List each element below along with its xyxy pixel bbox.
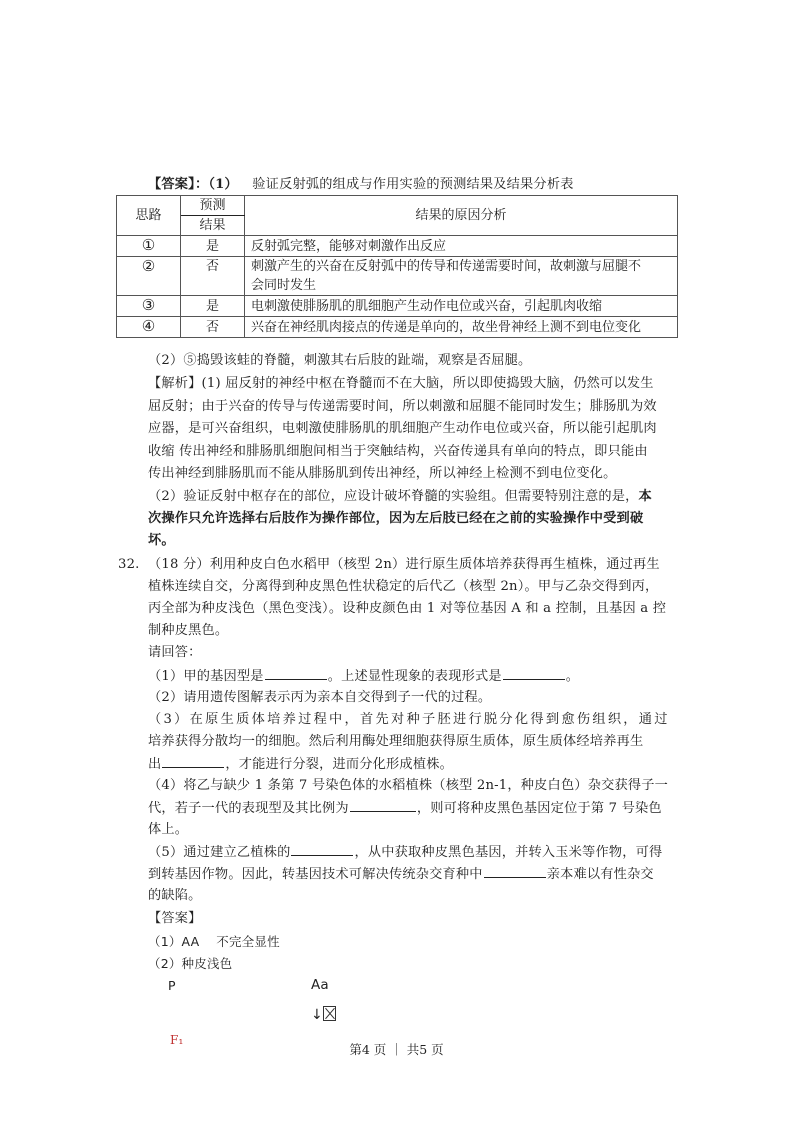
question-part2: （2）请用遗传图解表示丙为亲本自交得到子一代的过程。 [148, 690, 492, 705]
results-table [116, 195, 678, 338]
answer-blank[interactable] [291, 843, 353, 856]
q1-text-a: （1）甲的基因型是 [148, 669, 264, 684]
table-row [117, 236, 678, 257]
question-part1 [148, 667, 579, 686]
question-number: 32. [118, 557, 140, 572]
question-part4-line2 [148, 799, 662, 818]
answer-part2: （2）⑤捣毁该蛙的脊髓，刺激其右后肢的趾端，观察是否屈腿。 [148, 353, 532, 368]
table-row [117, 257, 678, 296]
q1-text-c: 。 [565, 669, 580, 684]
question-part5-line3: 的缺陷。 [148, 888, 202, 903]
question-part4-line1: （4）将乙与缺少 1 条第 7 号染色体的水稻植株（核型 2n-1，种皮白色）杂交获得子一 [148, 778, 669, 793]
row-reason: 电刺激使腓肠肌的肌细胞产生动作电位或兴奋，引起肌肉收缩 [245, 296, 678, 317]
q4-text-b: ，则可将种皮黑色基因定位于第 7 号染色 [416, 801, 662, 816]
question-stem-line: 丙全部为种皮浅色（黑色变浅）。设种皮颜色由 1 对等位基因 A 和 a 控制，且基因 a 控 [148, 601, 667, 616]
q4-text-a: 代，若子一代的表现型及其比例为 [148, 801, 349, 816]
answer-2: （2）种皮浅色 [148, 956, 233, 971]
answer-label: 【答案】：（1） [148, 177, 238, 192]
row-idea: ④ [141, 317, 156, 335]
q5-text-c: 到转基因作物。因此，转基因技术可解决传统杂交育种中 [148, 867, 483, 882]
analysis2-bold: 本 [638, 489, 652, 504]
diagram-p-label: P [168, 978, 176, 993]
analysis-line: 屈反射；由于兴奋的传导与传递需要时间，所以刺激和屈腿不能同时发生；腓肠肌为效 [148, 399, 657, 414]
down-arrow-icon: ↓ [311, 1007, 323, 1023]
row-result: 否 [181, 257, 245, 296]
q5-text-a: （5）通过建立乙植株的 [148, 845, 291, 860]
table-row [117, 296, 678, 317]
row-reason-line2: 会同时发生 [251, 278, 317, 293]
header-result: 结果 [181, 216, 245, 236]
q5-text-d: 亲本难以有性杂交 [546, 867, 654, 882]
header-reason: 结果的原因分析 [245, 196, 678, 236]
row-reason [245, 257, 678, 296]
row-reason-line1: 刺激产生的兴奋在反射弧中的传导和传递需要时间，故刺激与屈腿不 [251, 259, 642, 274]
answer-blank[interactable] [162, 755, 224, 768]
question-part3-line1: （3）在原生质体培养过程中，首先对种子胚进行脱分化得到愈伤组织，通过 [148, 712, 670, 727]
row-idea: ③ [141, 296, 156, 314]
header-idea: 思路 [117, 196, 181, 236]
analysis2-text: （2）验证反射中枢存在的部位，应设计破坏脊髓的实验组。但需要特别注意的是， [148, 489, 639, 504]
analysis-line: 传出神经到腓肠肌而不能从腓肠肌到传出神经，所以神经上检测不到电位变化。 [148, 466, 617, 481]
row-reason: 反射弧完整，能够对刺激作出反应 [245, 236, 678, 257]
q3-text-a: 出 [148, 757, 162, 772]
diagram-selfing [311, 1006, 336, 1024]
selfing-symbol-icon [323, 1006, 336, 1021]
answer-blank[interactable] [265, 667, 327, 680]
question-stem-line: 植株连续自交，分离得到种皮黑色性状稳定的后代乙（核型 2n）。甲与乙杂交得到丙， [148, 579, 659, 594]
question-part4-line3: 体上。 [148, 822, 189, 837]
row-idea: ① [141, 236, 156, 254]
answer-blank[interactable] [350, 799, 416, 812]
row-result: 是 [181, 236, 245, 257]
q1-text-b: 。上述显性现象的表现形式是 [327, 669, 502, 684]
diagram-parent: Aa [311, 977, 329, 993]
row-result: 是 [181, 296, 245, 317]
analysis2-line2: 次操作只允许选择右后肢作为操作部位，因为左后肢已经在之前的实验操作中受到破 [148, 511, 644, 526]
page-footer: 第4 页 ｜ 共5 页 [349, 1042, 444, 1057]
question-stem-line: 制种皮黑色。 [148, 623, 229, 638]
row-result: 否 [181, 317, 245, 338]
q5-text-b: ，从中获取种皮黑色基因，并转入玉米等作物，可得 [354, 845, 663, 860]
row-reason: 兴奋在神经肌肉接点的传递是单向的，故坐骨神经上测不到电位变化 [245, 317, 678, 338]
answer-1: （1）AA 不完全显性 [148, 934, 280, 949]
analysis-line: 收缩 传出神经和腓肠肌细胞间相当于突触结构，兴奋传递具有单向的特点，即只能由 [148, 444, 648, 459]
analysis2-line1 [148, 488, 652, 506]
table-title: 验证反射弧的组成与作用实验的预测结果及结果分析表 [252, 177, 574, 192]
answer-heading [148, 176, 574, 194]
question-part3-line2: 培养获得分散均一的细胞。然后利用酶处理细胞获得原生质体，原生质体经培养再生 [148, 734, 644, 749]
q3-text-b: ，才能进行分裂，进而分化形成植株。 [225, 757, 453, 772]
question-stem-line: （18 分）利用种皮白色水稻甲（核型 2n）进行原生质体培养获得再生植株，通过再生 [148, 557, 660, 572]
question-part5-line2 [148, 865, 654, 884]
analysis-line: 应器，是可兴奋组织，电刺激使腓肠肌的肌细胞产生动作电位或兴奋，所以能引起肌肉 [148, 421, 657, 436]
question-part3-line3 [148, 755, 453, 774]
table-row [117, 317, 678, 338]
answer-blank[interactable] [484, 865, 546, 878]
answer-heading-2: 【答案】 [148, 911, 202, 926]
analysis-line: 【解析】(1) 屈反射的神经中枢在脊髓而不在大脑，所以即使捣毁大脑，仍然可以发生 [148, 376, 654, 391]
question-prompt: 请回答： [148, 645, 202, 660]
analysis2-line3: 坏。 [148, 533, 175, 548]
diagram-f1-label: F₁ [170, 1033, 184, 1047]
answer-blank[interactable] [503, 667, 565, 680]
question-part5-line1 [148, 843, 662, 862]
table-header-row [117, 196, 678, 216]
row-idea: ② [141, 257, 156, 275]
header-predict: 预测 [181, 196, 245, 216]
